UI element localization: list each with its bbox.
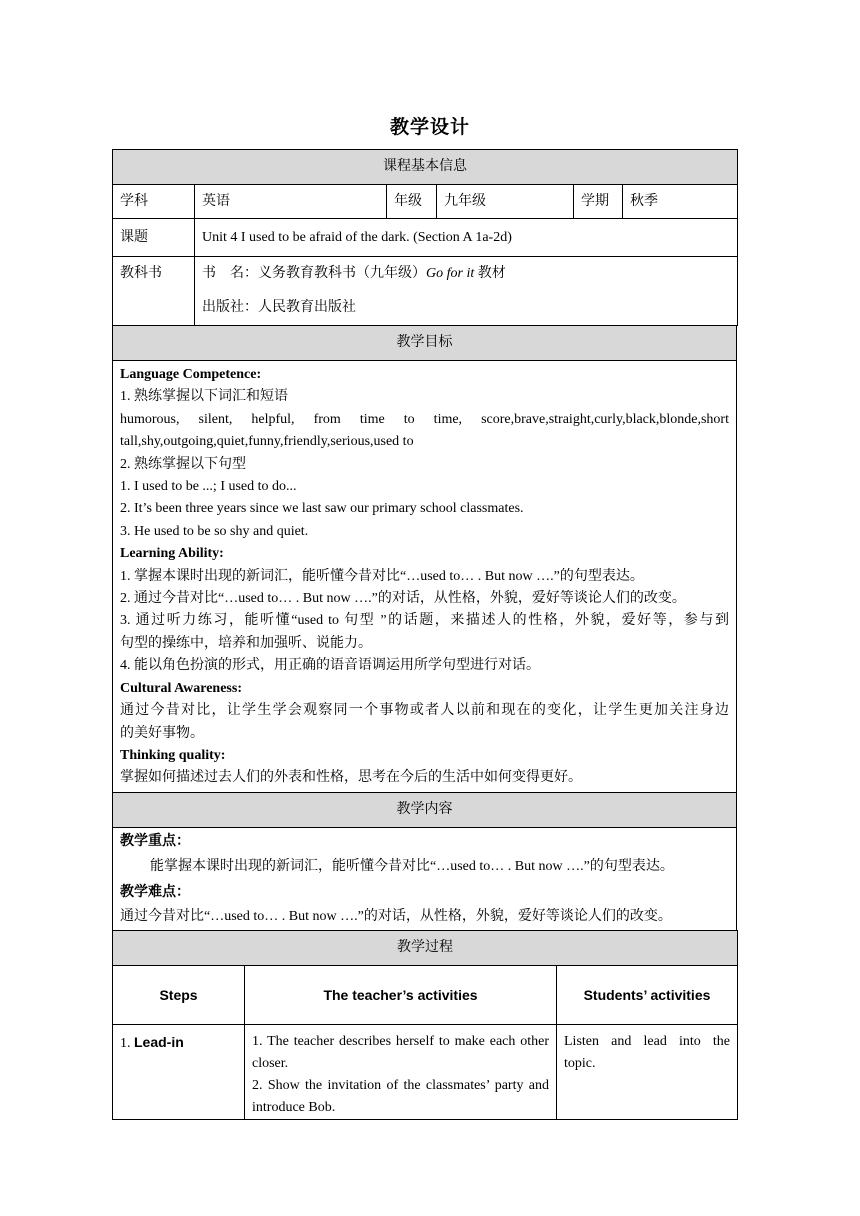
teacher-activity-2: 2. Show the invitation of the classmates’ party and introduce Bob. xyxy=(252,1077,549,1115)
column-header-teacher: The teacher’s activities xyxy=(245,965,557,1024)
document-title: 教学设计 xyxy=(389,117,470,138)
vocab-list-line-1: humorous, silent, helpful, from time to time, score,brave,straight,curly,black,blonde,short xyxy=(120,411,729,427)
learning-ability-item-2: 2. 通过今昔对比“…used to… . But now ….”的对话，从性格，外貌，爱好等谈论人们的改变。 xyxy=(120,591,686,607)
thinking-quality-heading: Thinking quality: xyxy=(120,747,226,763)
book-name: 书 名：义务教育教科书（九年级）Go for it 教材 xyxy=(202,266,506,281)
term-value: 秋季 xyxy=(623,185,738,219)
difficult-points-label: 教学难点： xyxy=(120,884,190,900)
grade-value: 九年级 xyxy=(437,185,574,219)
column-header-steps: Steps xyxy=(113,965,245,1024)
section-header-content: 教学内容 xyxy=(113,792,737,827)
textbook-label: 教科书 xyxy=(113,257,195,326)
topic-value: Unit 4 I used to be afraid of the dark. (Section A 1a-2d) xyxy=(195,219,738,257)
publisher: 出版社：人民教育出版社 xyxy=(202,300,356,315)
sentence-item-label: 2. 熟练掌握以下句型 xyxy=(120,456,246,472)
difficult-points-text: 通过今昔对比“…used to… . But now ….”的对话，从性格，外貌，爱好等谈论人们的改变。 xyxy=(120,908,672,924)
students-activities-cell: Listen and lead into the topic. xyxy=(557,1024,738,1119)
teacher-activities-cell xyxy=(245,1024,557,1119)
step-number: 1. xyxy=(120,1035,131,1051)
key-points-text: 能掌握本课时出现的新词汇，能听懂今昔对比“…used to… . But now ….”的句型表达。 xyxy=(150,858,674,874)
learning-ability-item-3-line-2: 句型的操练中，培养和加强听、说能力。 xyxy=(120,635,372,651)
learning-ability-item-1: 1. 掌握本课时出现的新词汇，能听懂今昔对比“…used to… . But now ….”的句型表达。 xyxy=(120,568,644,584)
textbook-info xyxy=(195,257,738,326)
sentence-pattern-3: 3. He used to be so shy and quiet. xyxy=(120,523,309,539)
step-cell xyxy=(113,1024,245,1119)
content-table xyxy=(112,792,737,931)
language-competence-heading: Language Competence: xyxy=(120,367,262,382)
step-name: Lead-in xyxy=(134,1033,184,1050)
process-table xyxy=(112,930,738,1120)
subject-value: 英语 xyxy=(195,185,387,219)
cultural-awareness-line-2: 的美好事物。 xyxy=(120,725,204,741)
column-header-students: Students’ activities xyxy=(557,965,738,1024)
section-header-basic-info: 课程基本信息 xyxy=(113,150,738,185)
vocab-list-line-2: tall,shy,outgoing,quiet,funny,friendly,serious,used to xyxy=(120,434,414,450)
vocab-item-label: 1. 熟练掌握以下词汇和短语 xyxy=(120,389,288,405)
key-points-label: 教学重点： xyxy=(120,833,190,849)
basic-info-table xyxy=(112,149,738,326)
content-body xyxy=(113,827,737,930)
sentence-pattern-2: 2. It’s been three years since we last saw our primary school classmates. xyxy=(120,501,524,517)
grade-label: 年级 xyxy=(387,185,437,219)
section-header-objectives: 教学目标 xyxy=(113,326,737,361)
term-label: 学期 xyxy=(574,185,623,219)
thinking-quality-text: 掌握如何描述过去人们的外表和性格，思考在今后的生活中如何变得更好。 xyxy=(120,770,582,786)
learning-ability-item-3-line-1: 3. 通过听力练习，能听懂“used to 句型 ”的话题，来描述人的性格，外貌，爱好等，参与到 xyxy=(120,613,729,629)
subject-label: 学科 xyxy=(113,185,195,219)
objectives-body xyxy=(113,361,737,793)
topic-label: 课题 xyxy=(113,219,195,257)
objectives-table xyxy=(112,325,737,793)
learning-ability-heading: Learning Ability: xyxy=(120,546,224,562)
sentence-pattern-1: 1. I used to be ...; I used to do... xyxy=(120,479,297,495)
learning-ability-item-4: 4. 能以角色扮演的形式，用正确的语音语调运用所学句型进行对话。 xyxy=(120,658,540,674)
section-header-process: 教学过程 xyxy=(113,930,738,965)
lesson-plan-table xyxy=(112,149,737,1120)
cultural-awareness-heading: Cultural Awareness: xyxy=(120,680,242,696)
cultural-awareness-line-1: 通过今昔对比，让学生学会观察同一个事物或者人以前和现在的变化，让学生更加关注身边 xyxy=(120,703,729,719)
teacher-activity-1: 1. The teacher describes herself to make each other closer. xyxy=(252,1033,549,1071)
